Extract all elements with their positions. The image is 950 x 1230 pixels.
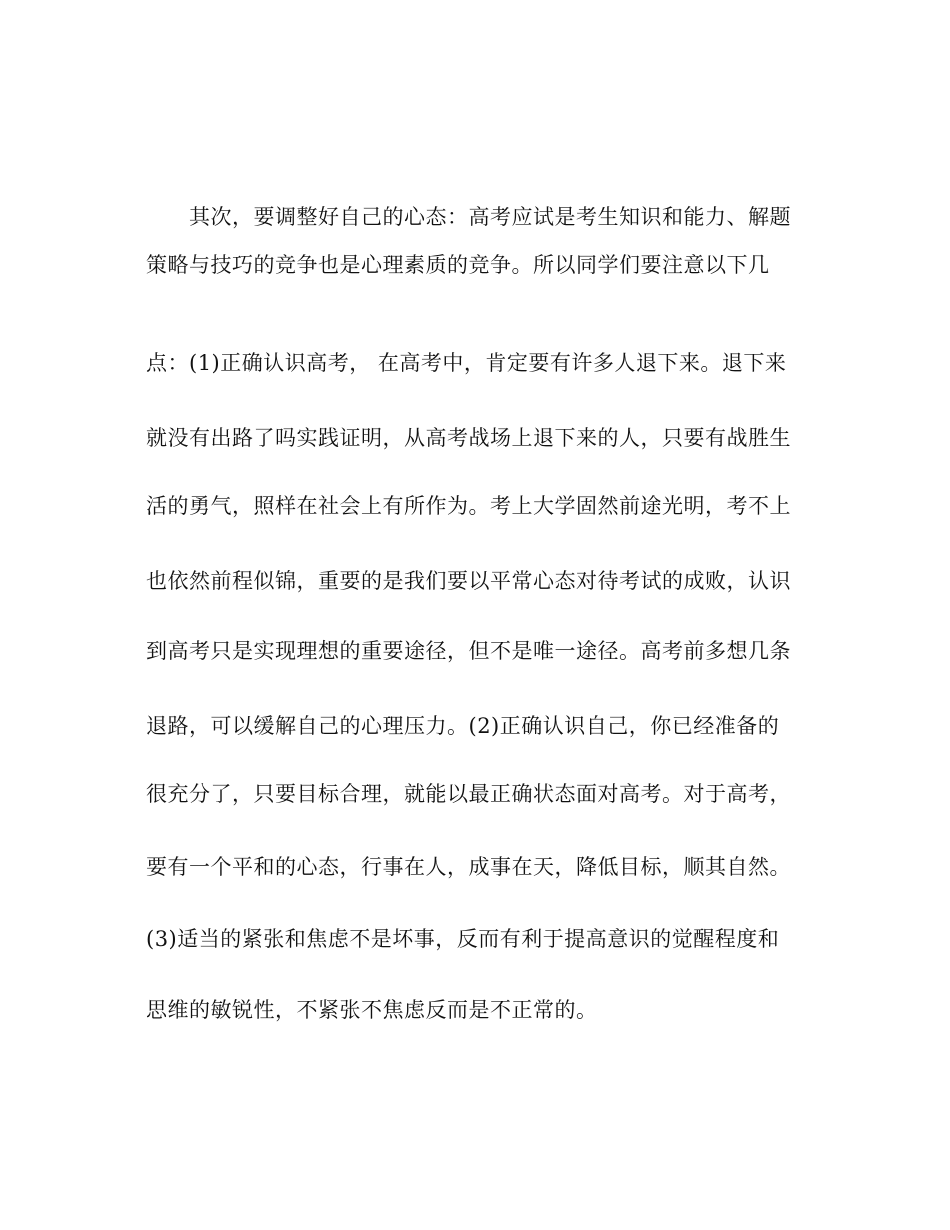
paragraph-line-10: 要有一个平和的心态，行事在人，成事在天，降低目标，顺其自然。 [146, 855, 791, 879]
paragraph-line-4: 就没有出路了吗实践证明，从高考战场上退下来的人，只要有战胜生 [146, 426, 791, 450]
paragraph-line-3: 点：(1)正确认识高考， 在高考中，肯定要有许多人退下来。退下来 [146, 351, 787, 375]
paragraph-line-1: 其次，要调整好自己的心态：高考应试是考生知识和能力、解题 [189, 205, 791, 229]
paragraph-line-8: 退路，可以缓解自己的心理压力。(2)正确认识自己，你已经准备的 [146, 714, 780, 738]
paragraph-line-2: 策略与技巧的竞争也是心理素质的竞争。所以同学们要注意以下几 [146, 253, 770, 277]
paragraph-line-12: 思维的敏锐性，不紧张不焦虑反而是不正常的。 [146, 998, 598, 1022]
paragraph-line-5: 活的勇气，照样在社会上有所作为。考上大学固然前途光明，考不上 [146, 494, 791, 518]
paragraph-line-7: 到高考只是实现理想的重要途径，但不是唯一途径。高考前多想几条 [146, 639, 791, 663]
paragraph-line-6: 也依然前程似锦，重要的是我们要以平常心态对待考试的成败，认识 [146, 569, 791, 593]
paragraph-line-9: 很充分了，只要目标合理，就能以最正确状态面对高考。对于高考， [146, 782, 791, 806]
paragraph-line-11: (3)适当的紧张和焦虑不是坏事，反而有利于提高意识的觉醒程度和 [146, 927, 780, 951]
